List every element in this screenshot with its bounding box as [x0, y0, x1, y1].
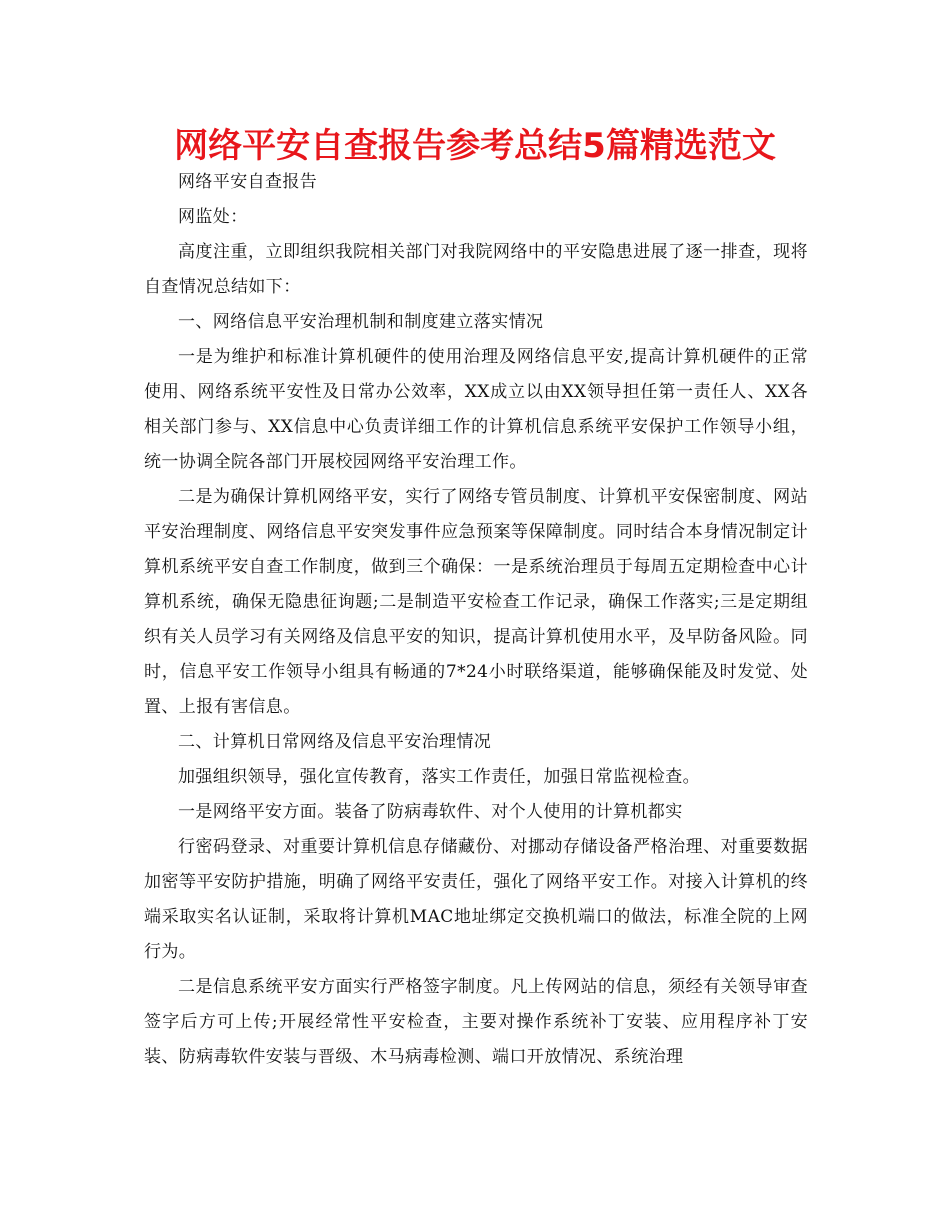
paragraph-2a-start: 一是网络平安方面。装备了防病毒软件、对个人使用的计算机都实 — [178, 802, 683, 822]
document-body — [144, 165, 808, 1075]
paragraph-intro: 高度注重，立即组织我院相关部门对我院网络中的平安隐患进展了逐一排查，现将自查情况总结如下： — [144, 242, 808, 297]
section-heading-1: 一、网络信息平安治理机制和制度建立落实情况 — [178, 312, 544, 332]
paragraph-1a: 一是为维护和标准计算机硬件的使用治理及网络信息平安,提高计算机硬件的正常使用、网络系统平安性及日常办公效率，XX成立以由XX领导担任第一责任人、XX各相关部门参与、XX信息中心负责详细工作的计算机信息系统平安保护工作领导小组，统一协调全院各部门开展校园网络平安治理工作。 — [144, 347, 808, 472]
paragraph-2-intro: 加强组织领导，强化宣传教育，落实工作责任，加强日常监视检查。 — [178, 767, 700, 787]
paragraph-1b: 二是为确保计算机网络平安，实行了网络专管员制度、计算机平安保密制度、网站平安治理制度、网络信息平安突发事件应急预案等保障制度。同时结合本身情况制定计算机系统平安自查工作制度，做到三个确保：一是系统治理员于每周五定期检查中心计算机系统，确保无隐患征询题;二是制造平安检查工作记录，确保工作落实;三是定期组织有关人员学习有关网络及信息平安的知识，提高计算机使用水平，及早防备风险。同时，信息平安工作领导小组具有畅通的7*24小时联络渠道，能够确保能及时发觉、处置、上报有害信息。 — [144, 487, 808, 717]
section-heading-2: 二、计算机日常网络及信息平安治理情况 — [178, 732, 492, 752]
paragraph-2b: 二是信息系统平安方面实行严格签字制度。凡上传网站的信息，须经有关领导审查签字后方可上传;开展经常性平安检查，主要对操作系统补丁安装、应用程序补丁安装、防病毒软件安装与晋级、木马病毒检测、端口开放情况、系统治理 — [144, 977, 808, 1067]
document-title: 网络平安自查报告参考总结5篇精选范文 — [174, 126, 776, 166]
paragraph-addressee: 网监处： — [178, 207, 248, 227]
paragraph-2a-cont: 行密码登录、对重要计算机信息存储藏份、对挪动存储设备严格治理、对重要数据加密等平安防护措施，明确了网络平安责任，强化了网络平安工作。对接入计算机的终端采取实名认证制，采取将计算机MAC地址绑定交换机端口的做法，标准全院的上网行为。 — [144, 837, 808, 962]
paragraph-subtitle: 网络平安自查报告 — [178, 172, 318, 192]
